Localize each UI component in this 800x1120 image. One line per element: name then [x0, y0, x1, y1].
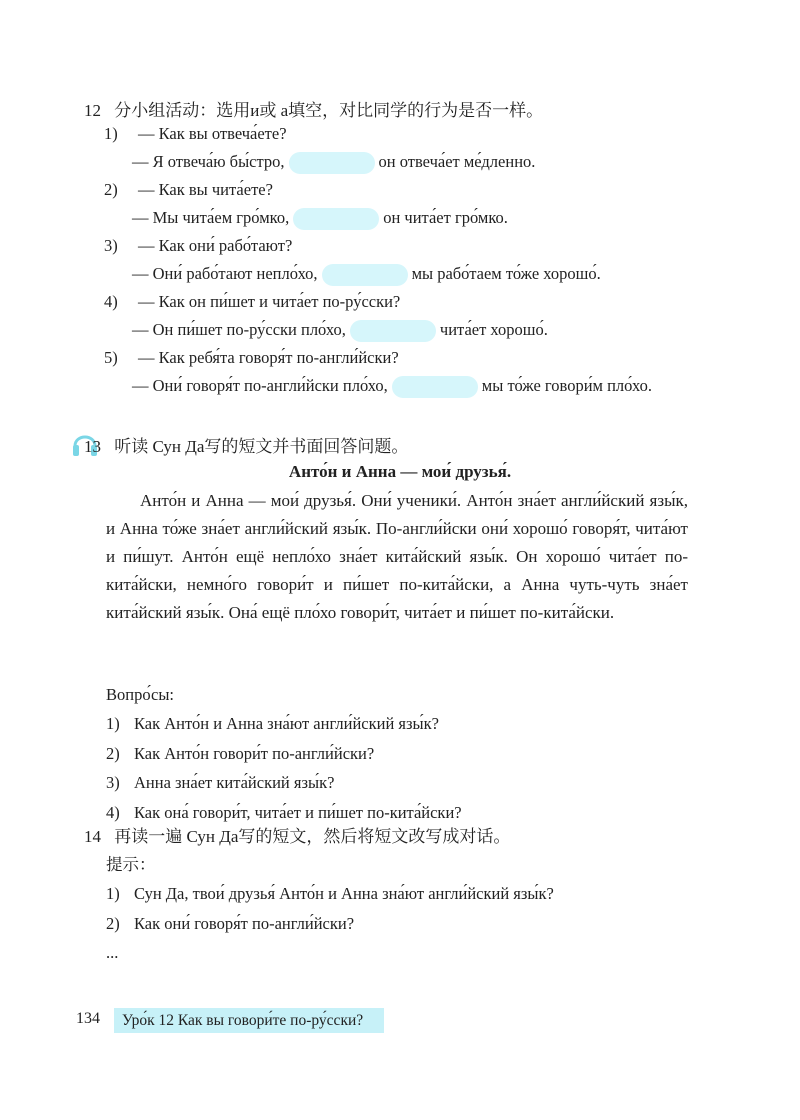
dialog-answer [132, 208, 508, 230]
dialog-question [104, 236, 292, 256]
fill-in-blank[interactable] [289, 152, 375, 174]
answer-start: — Они́ говоря́т по-англи́йски пло́хо, [132, 376, 388, 395]
question-text: — Как они́ рабо́тают? [138, 236, 293, 255]
dialog-answer [132, 152, 535, 174]
item-number: 2) [106, 913, 120, 933]
item-number: 4) [104, 292, 118, 311]
answer-start: — Мы чита́ем гро́мко, [132, 208, 290, 227]
question-text: Как Анто́н и Анна зна́ют англи́йский язы́к? [134, 714, 439, 734]
answer-start: — Он пи́шет по-ру́сски пло́хо, [132, 320, 346, 339]
ellipsis: ... [106, 943, 119, 963]
exercise-14-heading [84, 822, 510, 847]
answer-end: чита́ет хорошо́. [439, 320, 548, 339]
story-paragraph: Анто́н и Анна — мои́ друзья́. Они́ ученики́. Анто́н зна́ет англи́йский язы́к, и Анна то́же зна́ет англи́йский язы́к. По-англи́йски они́ хорошо́ говоря́т, чита́ют и пи́шут. Анто́н ещё непло́хо зна́ет кита́йский язы́к. Он хорошо́ чита́ет по-кита́йски, немно́го говори́т и пи́шет по-кита́йски, а Анна чуть-чуть зна́ет кита́йский язы́к. Она́ ещё пло́хо говори́т, чита́ет и пи́шет по-кита́йски. [106, 491, 688, 622]
item-number: 1) [106, 884, 120, 904]
hint-label: 提示： [106, 855, 156, 874]
story-title: Анто́н и Анна — мои́ друзья́. [288, 462, 512, 481]
answer-end: он чита́ет гро́мко. [383, 208, 508, 227]
exercise-12-heading [84, 96, 543, 121]
item-number: 1) [104, 124, 118, 143]
item-number: 2) [104, 180, 118, 199]
page-number: 134 [76, 1010, 100, 1027]
exercise-instruction: 听读 Сун Да写的短文并书面回答问题。 [114, 437, 409, 456]
list-item [106, 739, 462, 768]
answer-end: мы то́же говори́м пло́хо. [481, 376, 652, 395]
question-text: Как Анто́н говори́т по-англи́йски? [134, 743, 375, 763]
item-number: 2) [106, 743, 120, 763]
dialog-question [104, 124, 287, 144]
dialog-question [104, 180, 273, 200]
dialog-answer [132, 320, 548, 342]
fill-in-blank[interactable] [293, 208, 379, 230]
answer-start: — Они́ рабо́тают непло́хо, [132, 264, 318, 283]
dialog-question [104, 348, 399, 368]
list-item [106, 879, 554, 908]
item-number: 3) [104, 236, 118, 255]
exercise-instruction: 再读一遍 Сун Да写的短文，然后将短文改写成对话。 [114, 827, 511, 846]
fill-in-blank[interactable] [322, 264, 408, 286]
list-item [106, 709, 462, 738]
answer-end: мы рабо́таем то́же хорошо́. [411, 264, 601, 283]
list-item [106, 909, 554, 938]
question-text: Как она́ говори́т, чита́ет и пи́шет по-кита́йски? [134, 802, 462, 822]
hint-text: Сун Да, твои́ друзья́ Анто́н и Анна зна́ют англи́йский язы́к? [134, 884, 554, 904]
question-text: — Как он пи́шет и чита́ет по-ру́сски? [138, 292, 401, 311]
questions-list [106, 680, 462, 827]
exercise-instruction: 分小组活动：选用и或 а填空，对比同学的行为是否一样。 [114, 101, 544, 120]
hints-list [106, 850, 554, 968]
item-number: 3) [106, 773, 120, 793]
question-text: — Как вы отвеча́ете? [138, 124, 287, 143]
exercise-number: 14 [84, 827, 101, 846]
dialog-answer [132, 264, 601, 286]
answer-start: — Я отвеча́ю бы́стро, [132, 152, 285, 171]
item-number: 4) [106, 802, 120, 822]
question-text: — Как вы чита́ете? [138, 180, 273, 199]
questions-label: Вопро́сы: [106, 685, 174, 704]
list-item [106, 768, 462, 797]
hint-text: Как они́ говоря́т по-англи́йски? [134, 913, 355, 933]
fill-in-blank[interactable] [392, 376, 478, 398]
question-text: — Как ребя́та говоря́т по-англи́йски? [138, 348, 399, 367]
dialog-question [104, 292, 400, 312]
fill-in-blank[interactable] [350, 320, 436, 342]
answer-end: он отвеча́ет ме́дленно. [378, 152, 536, 171]
item-number: 5) [104, 348, 118, 367]
lesson-footer: Уро́к 12 Как вы говори́те по-ру́сски? [114, 1008, 384, 1033]
exercise-number: 12 [84, 101, 101, 120]
dialog-answer [132, 376, 652, 398]
exercise-13-heading [84, 432, 408, 457]
exercise-number: 13 [84, 437, 101, 456]
item-number: 1) [106, 714, 120, 734]
question-text: Анна зна́ет кита́йский язы́к? [134, 773, 335, 793]
